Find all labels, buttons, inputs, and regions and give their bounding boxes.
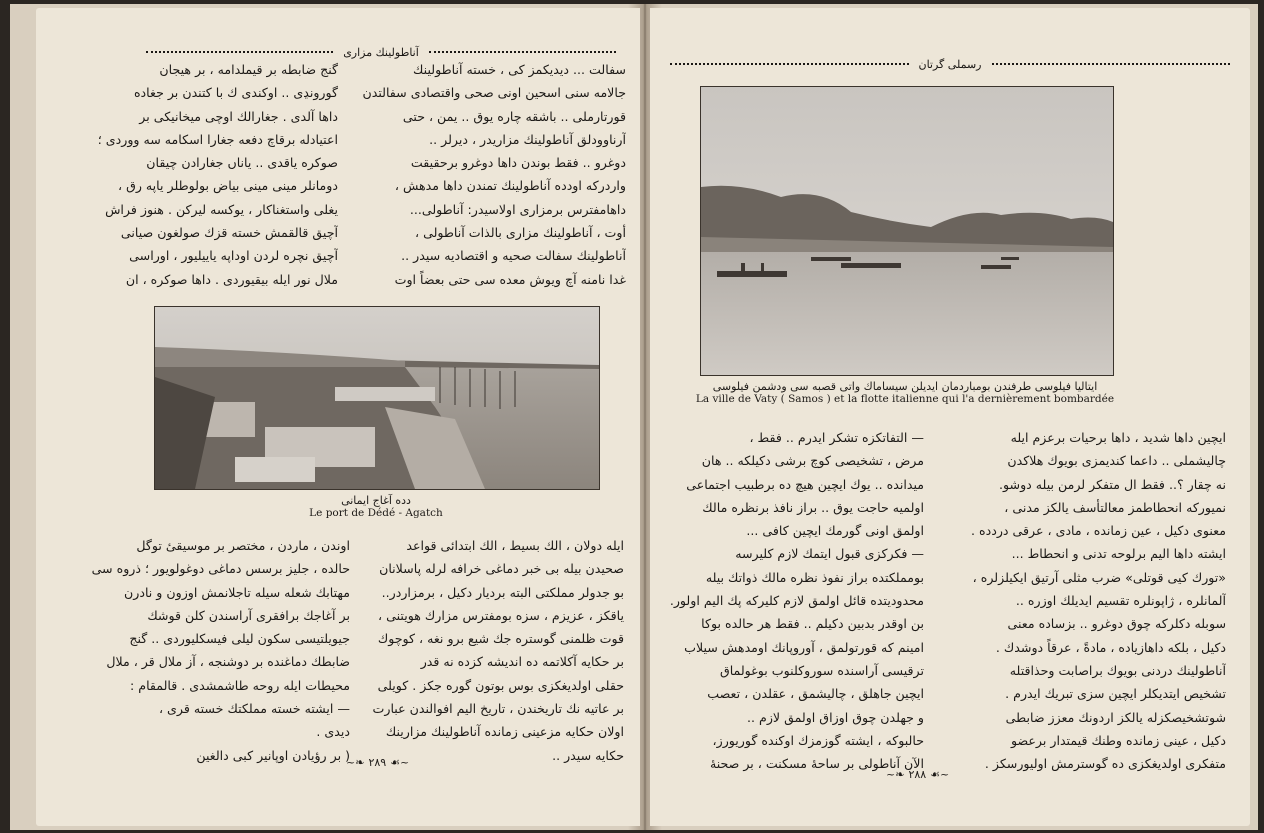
- left-running-head: [146, 46, 616, 58]
- text-line: سوبله دکلرکه چوق دوغرو .. بزساده معنی: [1007, 616, 1226, 632]
- text-line: صحیدن بیله بی خبر دماغی خرافه لرله پاسلانان: [379, 561, 624, 577]
- text-line: ایچین جاهلق ، چالیشمق ، عقلدن ، تعصب: [707, 686, 924, 702]
- text-line: ضابطك دماغنده بر دوشنجه ، آز ملال قر ، ملال: [106, 654, 350, 670]
- text-line: اولان حکایه مزعینی زمانده آناطولینك مزارینك: [385, 724, 624, 740]
- header-dotted-rule: [992, 63, 1231, 65]
- text-line: دومانلر مینی مینی بیاض بولوطلر یاپه رق ،: [118, 178, 338, 194]
- text-line: بر آغاجك برافقری آراسندن كلن قوشك: [147, 607, 350, 623]
- text-line: دیدی .: [316, 724, 350, 740]
- text-line: بومملکتده براز نفوذ نظره مالك ذواتك بیله: [705, 569, 924, 585]
- text-line: اولمق اونی گورمك ایچین کافی ...: [746, 523, 924, 539]
- text-line: میدانده .. یوك ایچین هیچ ده برطبیب اجتماعی: [686, 476, 924, 492]
- text-line: ( بر رؤیادن اوپانیر کبی دالغین: [196, 747, 350, 763]
- right-page: [650, 8, 1250, 826]
- left-page: [36, 8, 640, 826]
- text-line: قورتارملی .. باشقه چاره یوق .. یمن ، حتی: [402, 108, 626, 124]
- samos-photo-caption: [670, 380, 1140, 405]
- samos-caption-french: La ville de Vaty ( Samos ) et la flotte italienne qui l'a dernièrement bombardée: [695, 393, 1115, 405]
- text-line: صوکره یاقدی .. یاناں جغارادن چیقان: [146, 155, 338, 171]
- text-line: محدودیتده قائل اولمق لازم کلیرکه پك الیم اولور.: [670, 593, 924, 609]
- harbour-caption-french: Le port de Dédé - Agatch: [309, 507, 443, 519]
- left-page-number: [346, 756, 409, 769]
- right-text-column-left: [670, 426, 924, 775]
- text-line: گورونڍی .. اوکندی ك با کتندن بر جغاده: [133, 85, 338, 101]
- text-line: امینم که قورتولمق ، آوروپانك اومدهش سیلاب: [684, 639, 924, 655]
- dede-agatch-harbour-photo: [154, 306, 600, 490]
- folio-ornament-icon: ~❧: [886, 768, 905, 781]
- text-line: چالیشملی .. داعما کندیمزی بویوك هلاکدن: [1007, 453, 1226, 469]
- folio-ornament-icon: ☙~: [930, 768, 950, 781]
- text-line: دوغرو .. فقط بوندن داها دوغرو برحقیقت: [410, 155, 626, 171]
- right-text-column-right: [936, 426, 1226, 775]
- samos-photo-image: [701, 87, 1113, 375]
- text-line: دکیل ، بلکه داهازیاده ، مادةً ، عرقاً دوشدك .: [995, 639, 1226, 655]
- left-running-head-text: آناطولینك مزاری: [343, 45, 419, 59]
- text-line: حالبوکه ، ایشته گوزمزك اوکنده گوریورز،: [712, 732, 924, 748]
- text-line: قوت ظلمنی گوستره جك شیع برو نغه ، کوچوك: [377, 631, 624, 647]
- text-line: واردرکه اودده آناطولینك تمندن داها مدهش ،: [394, 178, 626, 194]
- text-line: شوتشخیصکزله یالکز اردونك معزز ضابطی: [1005, 709, 1226, 725]
- text-line: آرناوودلق آناطولینك مزاریدر ، دیرلر ..: [429, 131, 626, 147]
- folio-ornament-icon: ☙~: [390, 756, 410, 769]
- harbour-photo-caption: [154, 494, 598, 519]
- text-line: دکیل ، عینی زمانده وطنك قیمتدار برعضو: [1010, 732, 1226, 748]
- text-line: نه چقار ؟.. فقط ال متفکر لرمن بیله دوشو.: [999, 476, 1226, 492]
- text-line: بر عاتیه نك تاریخندن ، تاریخ الیم افوالندن عبارت: [372, 701, 624, 717]
- text-line: — ایشته خسته مملکتك خسته قری ،: [158, 701, 350, 717]
- text-line: ایله دولان ، الك بسیط ، الك ابتدائی قواعد: [406, 538, 624, 553]
- header-dotted-rule: [146, 51, 333, 53]
- right-running-head-text: رسملی گرتان: [918, 57, 982, 71]
- text-line: ملال نور ایله بیقیوردی . داها صوکره ، ان: [125, 271, 338, 287]
- text-line: بن اوقدر بدبین دکیلم .. فقط هر حالده بوکا: [701, 616, 924, 632]
- text-line: متفکری اولدیغکزی ده گوسترمش اولیورسکز .: [984, 756, 1226, 772]
- text-line: «تورك کیی قوتلی» ضرب مثلی آرتیق ایکیلزلره ،: [972, 569, 1226, 585]
- text-line: یاقکز ، عزیزم ، سزه بومفترس مزارك هویتنی ،: [378, 607, 624, 623]
- left-bottom-column-left: [60, 534, 350, 767]
- samos-caption-turkish: ایتالیا فیلوسی طرفندن بومباردمان ایدیلن سیساماك واتی قصبه سی ودشمن فیلوسی: [712, 380, 1098, 393]
- left-text-column-left: [56, 58, 338, 291]
- text-line: داها آلدی . جغارالك اوچی میخانیکی بر: [139, 108, 338, 124]
- vaty-samos-photo: [700, 86, 1114, 376]
- text-line: حالده ، جلیز برسس دماغی دوغولویور ؛ ذروه سی: [91, 561, 350, 577]
- text-line: سفالت ... دیدیکمز کی ، خسته آناطولینك: [413, 62, 626, 77]
- text-line: یغلی واستغناکار ، یوکسه لیرکن . هنوز فراش: [105, 201, 338, 217]
- text-line: أوت ، آناطولینك مزاری بالذات آناطولی ،: [415, 225, 626, 241]
- left-text-column-right: [354, 58, 626, 291]
- text-line: — فکرکزی قبول ایتمك لازم کلیرسه: [735, 546, 924, 562]
- text-line: حقلی اولدیغکزی بوس بوتون گوره جکز . کویلی: [377, 677, 624, 693]
- right-page-number-text: ٢٨٨: [908, 768, 927, 781]
- text-line: بر حکایه آکلاتمه ده اندیشه کزده نه قدر: [420, 654, 624, 670]
- text-line: بو جدولر مملکتی البته برديار دکیل ، برمزاردر..: [381, 584, 624, 600]
- text-line: آچیق قالقمش خسته قزك صولغون صیانی: [120, 225, 338, 241]
- text-line: — التفاتکزه تشکر ایدرم .. فقط ،: [749, 430, 924, 445]
- text-line: آناطولینك سفالت صحیه و اقتصادیه سیدر ..: [401, 248, 626, 264]
- text-line: و جهلدن چوق اوزاق اولمق لازم ..: [747, 709, 924, 725]
- left-bottom-column-right: [366, 534, 624, 767]
- harbour-photo-image: [155, 307, 599, 489]
- text-line: معنوی دکیل ، عین زمانده ، مادی ، عرقی دردده .: [971, 523, 1226, 539]
- header-dotted-rule: [429, 51, 616, 53]
- text-line: غدا نامنه آچ ویوش معده سی حتی بعضاً اوت: [394, 271, 626, 287]
- text-line: جیویلتیسی سکون لیلی فیسکلیوردی .. گنج: [129, 631, 350, 647]
- text-line: الآن آناطولی بر ساحهٔ مسکنت ، بر صحنهٔ: [709, 756, 924, 772]
- text-line: ایچین داها شدید ، داها برحیات برعزم ایله: [1010, 430, 1226, 445]
- text-line: ترقیسی آراسنده سوروکلنوب بوغولماق: [719, 662, 924, 678]
- text-line: مهتابك شعله سیله تاجلانمش اوزون و نادرن: [124, 584, 350, 600]
- harbour-caption-turkish: دده آغاج ایمانی: [341, 494, 411, 507]
- text-line: ایشته داها الیم برلوحه تدنی و انحطاط ...: [1011, 546, 1226, 562]
- folio-ornament-icon: ~❧: [346, 756, 365, 769]
- text-line: آلمانلره ، ژاپونلره تقسیم ایدیلك اوزره ..: [1015, 593, 1226, 609]
- text-line: آناطولینك دردنی بویوك براصابت وحذاقتله: [1009, 662, 1226, 678]
- right-running-head: [670, 58, 1230, 70]
- right-page-number: [886, 768, 949, 781]
- header-dotted-rule: [670, 63, 909, 65]
- text-line: اوندن ، ماردن ، مختصر بر موسیقیٔ توگل: [136, 538, 350, 553]
- text-line: گنج ضابطه بر قیملدامه ، بر هیجان: [159, 62, 338, 77]
- left-page-number-text: ٢٨٩: [368, 756, 387, 769]
- text-line: اعتیادله برقاچ دفعه جغارا اسکامه سه ووردی ؛: [97, 131, 338, 147]
- text-line: آچیق نچره لردن اوداپه یاییلیور ، اوراسی: [129, 248, 338, 264]
- text-line: داهامفترس برمزاری اولاسیدر: آناطولی...: [409, 201, 626, 217]
- text-line: مرض ، تشخیصی کوچ برشی دکیلکه .. هان: [701, 453, 924, 469]
- text-line: نمیورکه انحطاطمز معالتأسف یالکز مدنی ،: [1004, 499, 1226, 515]
- text-line: حکایه سیدر ..: [552, 747, 624, 763]
- text-line: تشخیص ایتدیکلر ایچین سزی تبریك ایدرم .: [1005, 686, 1226, 702]
- text-line: اولمیه حاجت یوق .. براز نافذ برنظره مالك: [702, 499, 924, 515]
- text-line: جالامه سنی اسحین اونی صحی واقتصادی سفالتدن: [362, 85, 626, 101]
- text-line: محیطات ایله روحه طاشمشدی . قالمقام :: [130, 677, 350, 693]
- open-book: [10, 4, 1258, 830]
